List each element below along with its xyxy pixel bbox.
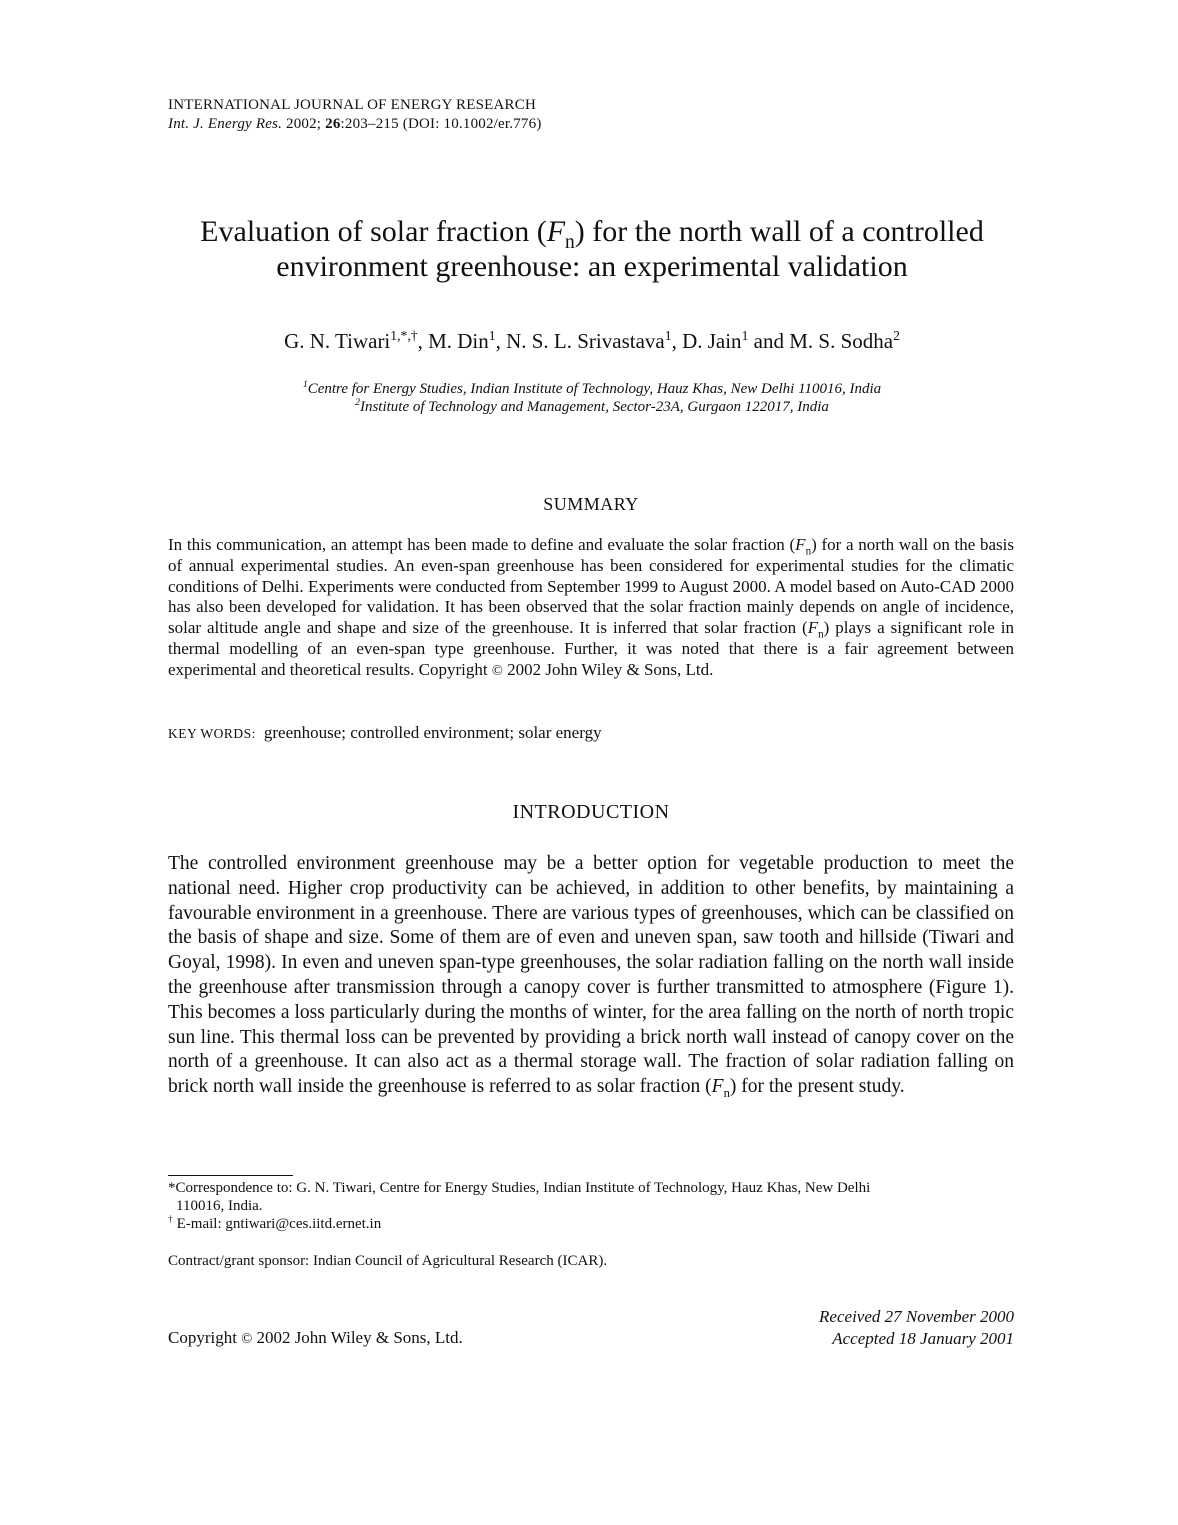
accepted-date: Accepted 18 January 2001 [832, 1329, 1014, 1348]
keywords [168, 723, 602, 743]
author: M. S. Sodha$^2$ [789, 328, 900, 353]
author: D. Jain$^1$ and [682, 328, 790, 353]
footnote-rule [168, 1175, 293, 1176]
footnote-email: † E-mail: gntiwari@ces.iitd.ernet.in [168, 1214, 382, 1232]
author: G. N. Tiwari$^{1,*,\dagger}$, [284, 328, 429, 353]
summary-heading: SUMMARY [543, 494, 639, 514]
received-dates [819, 1306, 1014, 1350]
copyright-symbol: © [241, 1331, 253, 1347]
journal-pages: :203–215 (DOI: 10.1002/er.776) [340, 116, 542, 132]
affiliations [120, 380, 1064, 416]
received-date: Received 27 November 2000 [819, 1307, 1014, 1326]
journal-citation [168, 115, 542, 134]
affiliation-2: $^2$Institute of Technology and Management, Sector-23A, Gurgaon 122017, India [355, 397, 829, 415]
author: N. S. L. Srivastava$^1$, [506, 328, 683, 353]
keywords-text: greenhouse; controlled environment; solar energy [263, 723, 602, 742]
summary-paragraph: In this communication, an attempt has been made to define and evaluate the solar fraction $(F_n)$ for a north wall on the basis of annual experimental studies. An even-span greenhouse has been considered for experimental studies for the climatic conditions of Delhi. Experiments were conducted from September 1999 to August 2000. A model based on Auto-CAD 2000 has also been developed for validation. It has been observed that the solar fraction mainly depends on angle of incidence, solar altitude angle and shape and size of the greenhouse. It is inferred that solar fraction $(F_n)$ plays a significant role in thermal modelling of an even-span type greenhouse. Further, it was noted that there is a fair agreement between experimental and theoretical results. Copyright © 2002 John Wiley & Sons, Ltd. [168, 535, 1014, 682]
title-sub: n [565, 232, 575, 253]
journal-abbrev: Int. J. Energy Res. [168, 116, 283, 132]
title-symbol: F [546, 215, 566, 248]
footer-copyright: Copyright © 2002 John Wiley & Sons, Ltd. [168, 1328, 463, 1347]
author-list [120, 328, 1064, 354]
paper-title [120, 214, 1064, 284]
introduction-heading: INTRODUCTION [512, 801, 670, 823]
footnote-sponsor: Contract/grant sponsor: Indian Council of Agricultural Research (ICAR). [168, 1253, 608, 1269]
title-line-1 [120, 214, 1064, 253]
journal-year: 2002; [286, 116, 322, 132]
footnote-correspondence: *Correspondence to: G. N. Tiwari, Centre for Energy Studies, Indian Institute of Technology, Hauz Khas, New Delhi 110016, India. [168, 1180, 871, 1214]
journal-name: INTERNATIONAL JOURNAL OF ENERGY RESEARCH [168, 97, 536, 113]
journal-header [168, 96, 542, 134]
introduction-paragraph: The controlled environment greenhouse may be a better option for vegetable production to meet the national need. Higher crop productivity can be achieved, in addition to other benefits, by maintaining a favourable environment in a greenhouse. There are various types of greenhouses, which can be classified on the basis of shape and size. Some of them are of even and uneven span, saw tooth and hillside (Tiwari and Goyal, 1998). In even and uneven span-type greenhouses, the solar radiation falling on the north wall inside the greenhouse after transmission through a canopy cover is further transmitted to atmosphere (Figure 1). This becomes a loss particularly during the months of winter, for the area falling on the north of north tropic sun line. This thermal loss can be prevented by providing a brick north wall instead of canopy cover on the north of a greenhouse. It can also act as a thermal storage wall. The fraction of solar radiation falling on brick north wall inside the greenhouse is referred to as solar fraction $(F_n)$ for the present study. [168, 853, 1014, 1101]
copyright-symbol: © [491, 662, 503, 679]
author: M. Din$^1$, [428, 328, 507, 353]
title-line-2: environment greenhouse: an experimental validation [276, 250, 908, 283]
affiliation-1: $^1$Centre for Energy Studies, Indian Institute of Technology, Hauz Khas, New Delhi 110016, India [302, 379, 882, 397]
journal-volume: 26 [325, 116, 341, 132]
title-text-1: Evaluation of solar fraction ( [200, 215, 547, 248]
title-text-2: ) for the north wall of a controlled [574, 215, 984, 248]
keywords-label: KEY WORDS: [168, 726, 256, 741]
